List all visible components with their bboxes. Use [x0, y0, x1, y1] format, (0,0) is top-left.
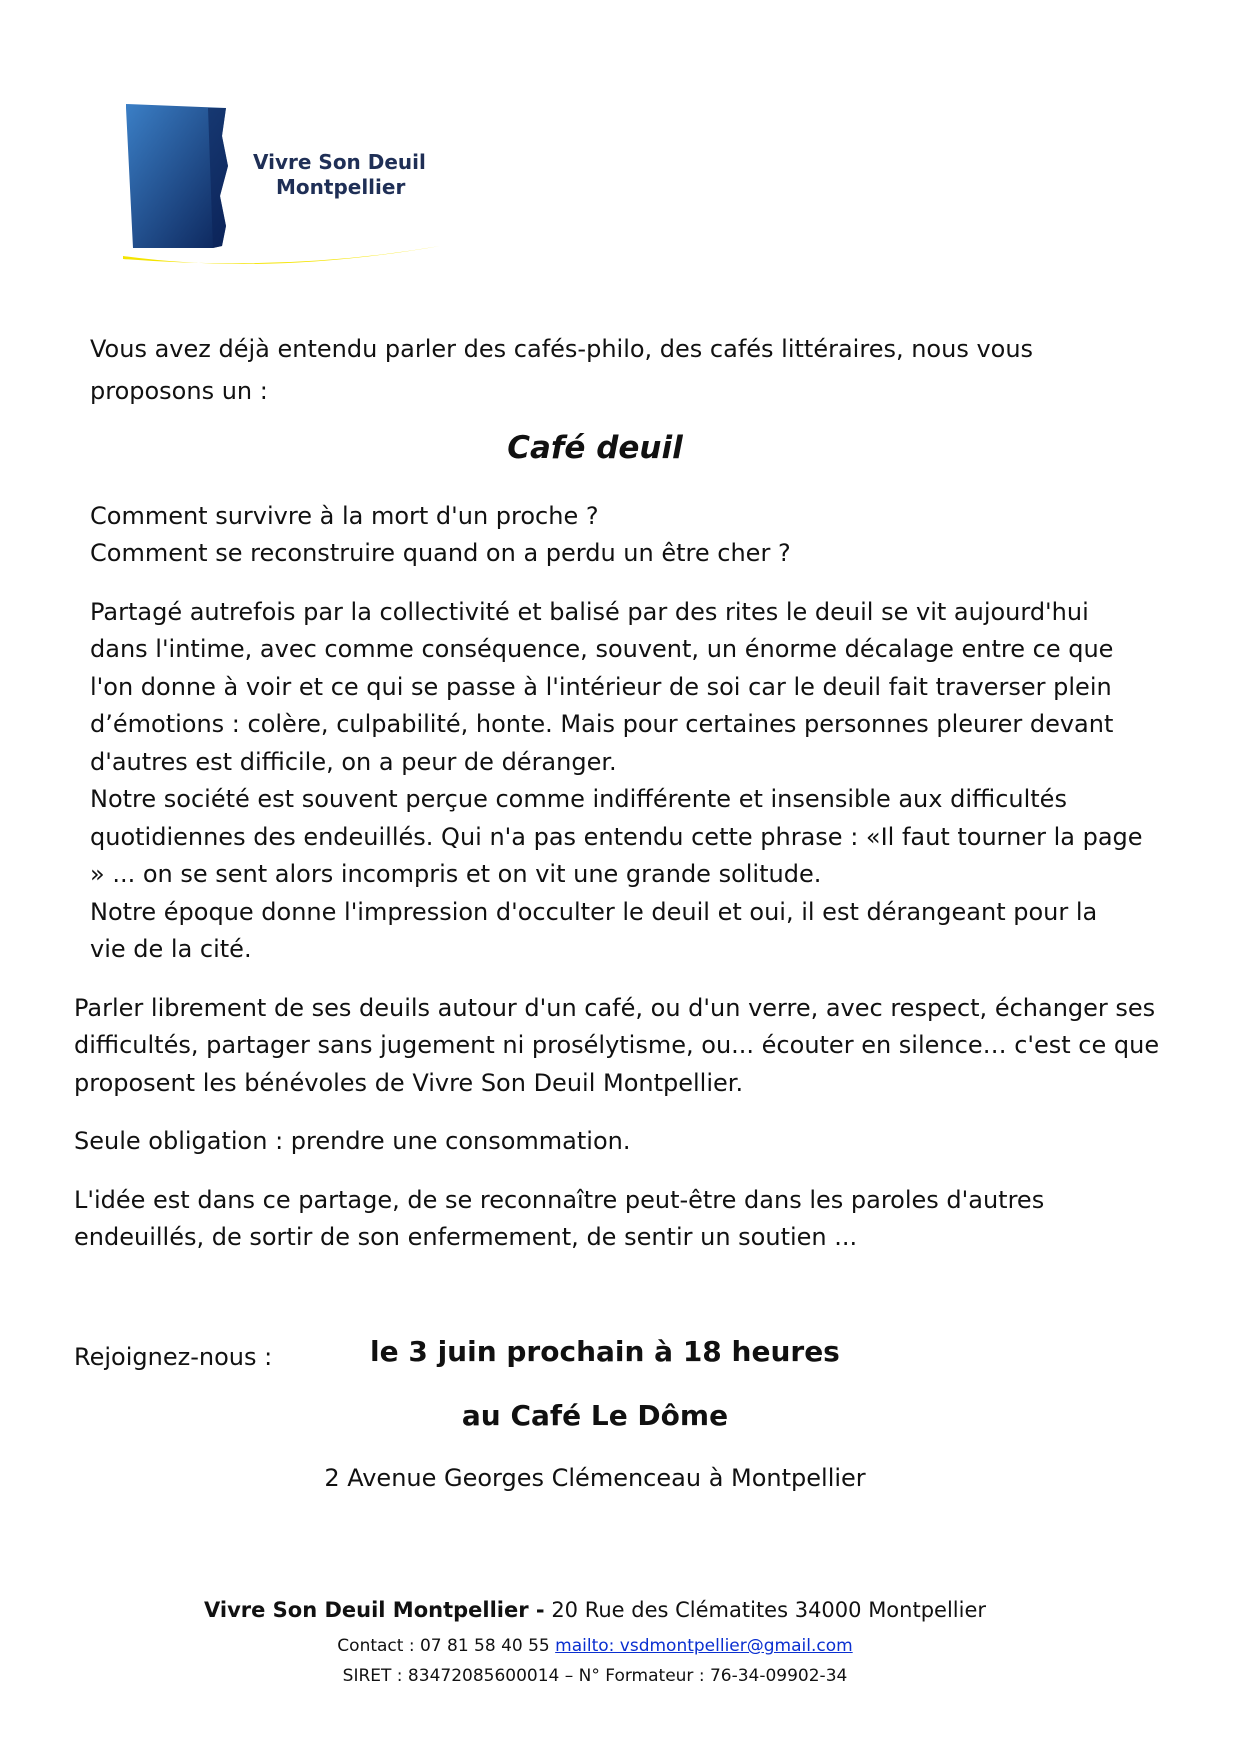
logo-line-2: Montpellier	[276, 175, 406, 199]
paragraph-line: vie de la cité.	[90, 935, 252, 963]
offer-line: difficultés, partager sans jugement ni prosélytisme, ou... écouter en silence… c'est ce que	[74, 1031, 1160, 1059]
paragraph-line: dans l'intime, avec comme conséquence, souvent, un énorme décalage entre ce que	[90, 635, 1114, 663]
paragraph-line: Notre société est souvent perçue comme indifférente et insensible aux difficultés	[90, 785, 1067, 813]
idea-line: L'idée est dans ce partage, de se reconnaître peut-être dans les paroles d'autres	[74, 1186, 1045, 1214]
footer-siret: SIRET : 83472085600014 – N° Formateur : 76-34-09902-34	[342, 1666, 848, 1686]
footer-contact	[0, 1636, 1190, 1656]
question-2: Comment se reconstruire quand on a perdu un être cher ?	[90, 539, 791, 567]
footer-org	[0, 1598, 1190, 1622]
obligation-text: Seule obligation : prendre une consommation.	[74, 1127, 631, 1155]
event-address: 2 Avenue Georges Clémenceau à Montpellier	[324, 1464, 866, 1492]
intro-line-1: Vous avez déjà entendu parler des cafés-philo, des cafés littéraires, nous vous	[90, 335, 1034, 363]
footer-org-address: 20 Rue des Clématites 34000 Montpellier	[551, 1598, 987, 1622]
question-1: Comment survivre à la mort d'un proche ?	[90, 502, 599, 530]
offer-line: Parler librement de ses deuils autour d'un café, ou d'un verre, avec respect, échanger ses	[74, 994, 1156, 1022]
logo	[118, 96, 458, 276]
event-venue: au Café Le Dôme	[461, 1399, 729, 1432]
paragraph-line: d’émotions : colère, culpabilité, honte. Mais pour certaines personnes pleurer devant	[90, 710, 1114, 738]
intro-line-2: proposons un :	[90, 377, 268, 405]
idea-line: endeuillés, de sortir de son enfermement, de sentir un soutien ...	[74, 1223, 858, 1251]
paragraph-line: » ... on se sent alors incompris et on vit une grande solitude.	[90, 860, 822, 888]
paragraph-line: Notre époque donne l'impression d'occulter le deuil et oui, il est dérangeant pour la	[90, 898, 1098, 926]
footer-email-link[interactable]: mailto: vsdmontpellier@gmail.com	[555, 1636, 853, 1656]
paragraph-line: Partagé autrefois par la collectivité et balisé par des rites le deuil se vit aujourd'hui	[90, 598, 1089, 626]
event-date-time: le 3 juin prochain à 18 heures	[370, 1335, 840, 1368]
paragraph-line: quotidiennes des endeuillés. Qui n'a pas entendu cette phrase : «Il faut tourner la page	[90, 823, 1143, 851]
footer-contact-phone: Contact : 07 81 58 40 55	[337, 1636, 550, 1656]
logo-line-1: Vivre Son Deuil	[253, 150, 426, 174]
join-label: Rejoignez-nous :	[74, 1343, 273, 1371]
paragraph-line: d'autres est difficile, on a peur de déranger.	[90, 748, 617, 776]
offer-line: proposent les bénévoles de Vivre Son Deuil Montpellier.	[74, 1069, 744, 1097]
page-title: Café deuil	[507, 430, 683, 466]
paragraph-line: l'on donne à voir et ce qui se passe à l'intérieur de soi car le deuil fait traverser plein	[90, 673, 1112, 701]
footer-org-name: Vivre Son Deuil Montpellier -	[203, 1598, 545, 1622]
